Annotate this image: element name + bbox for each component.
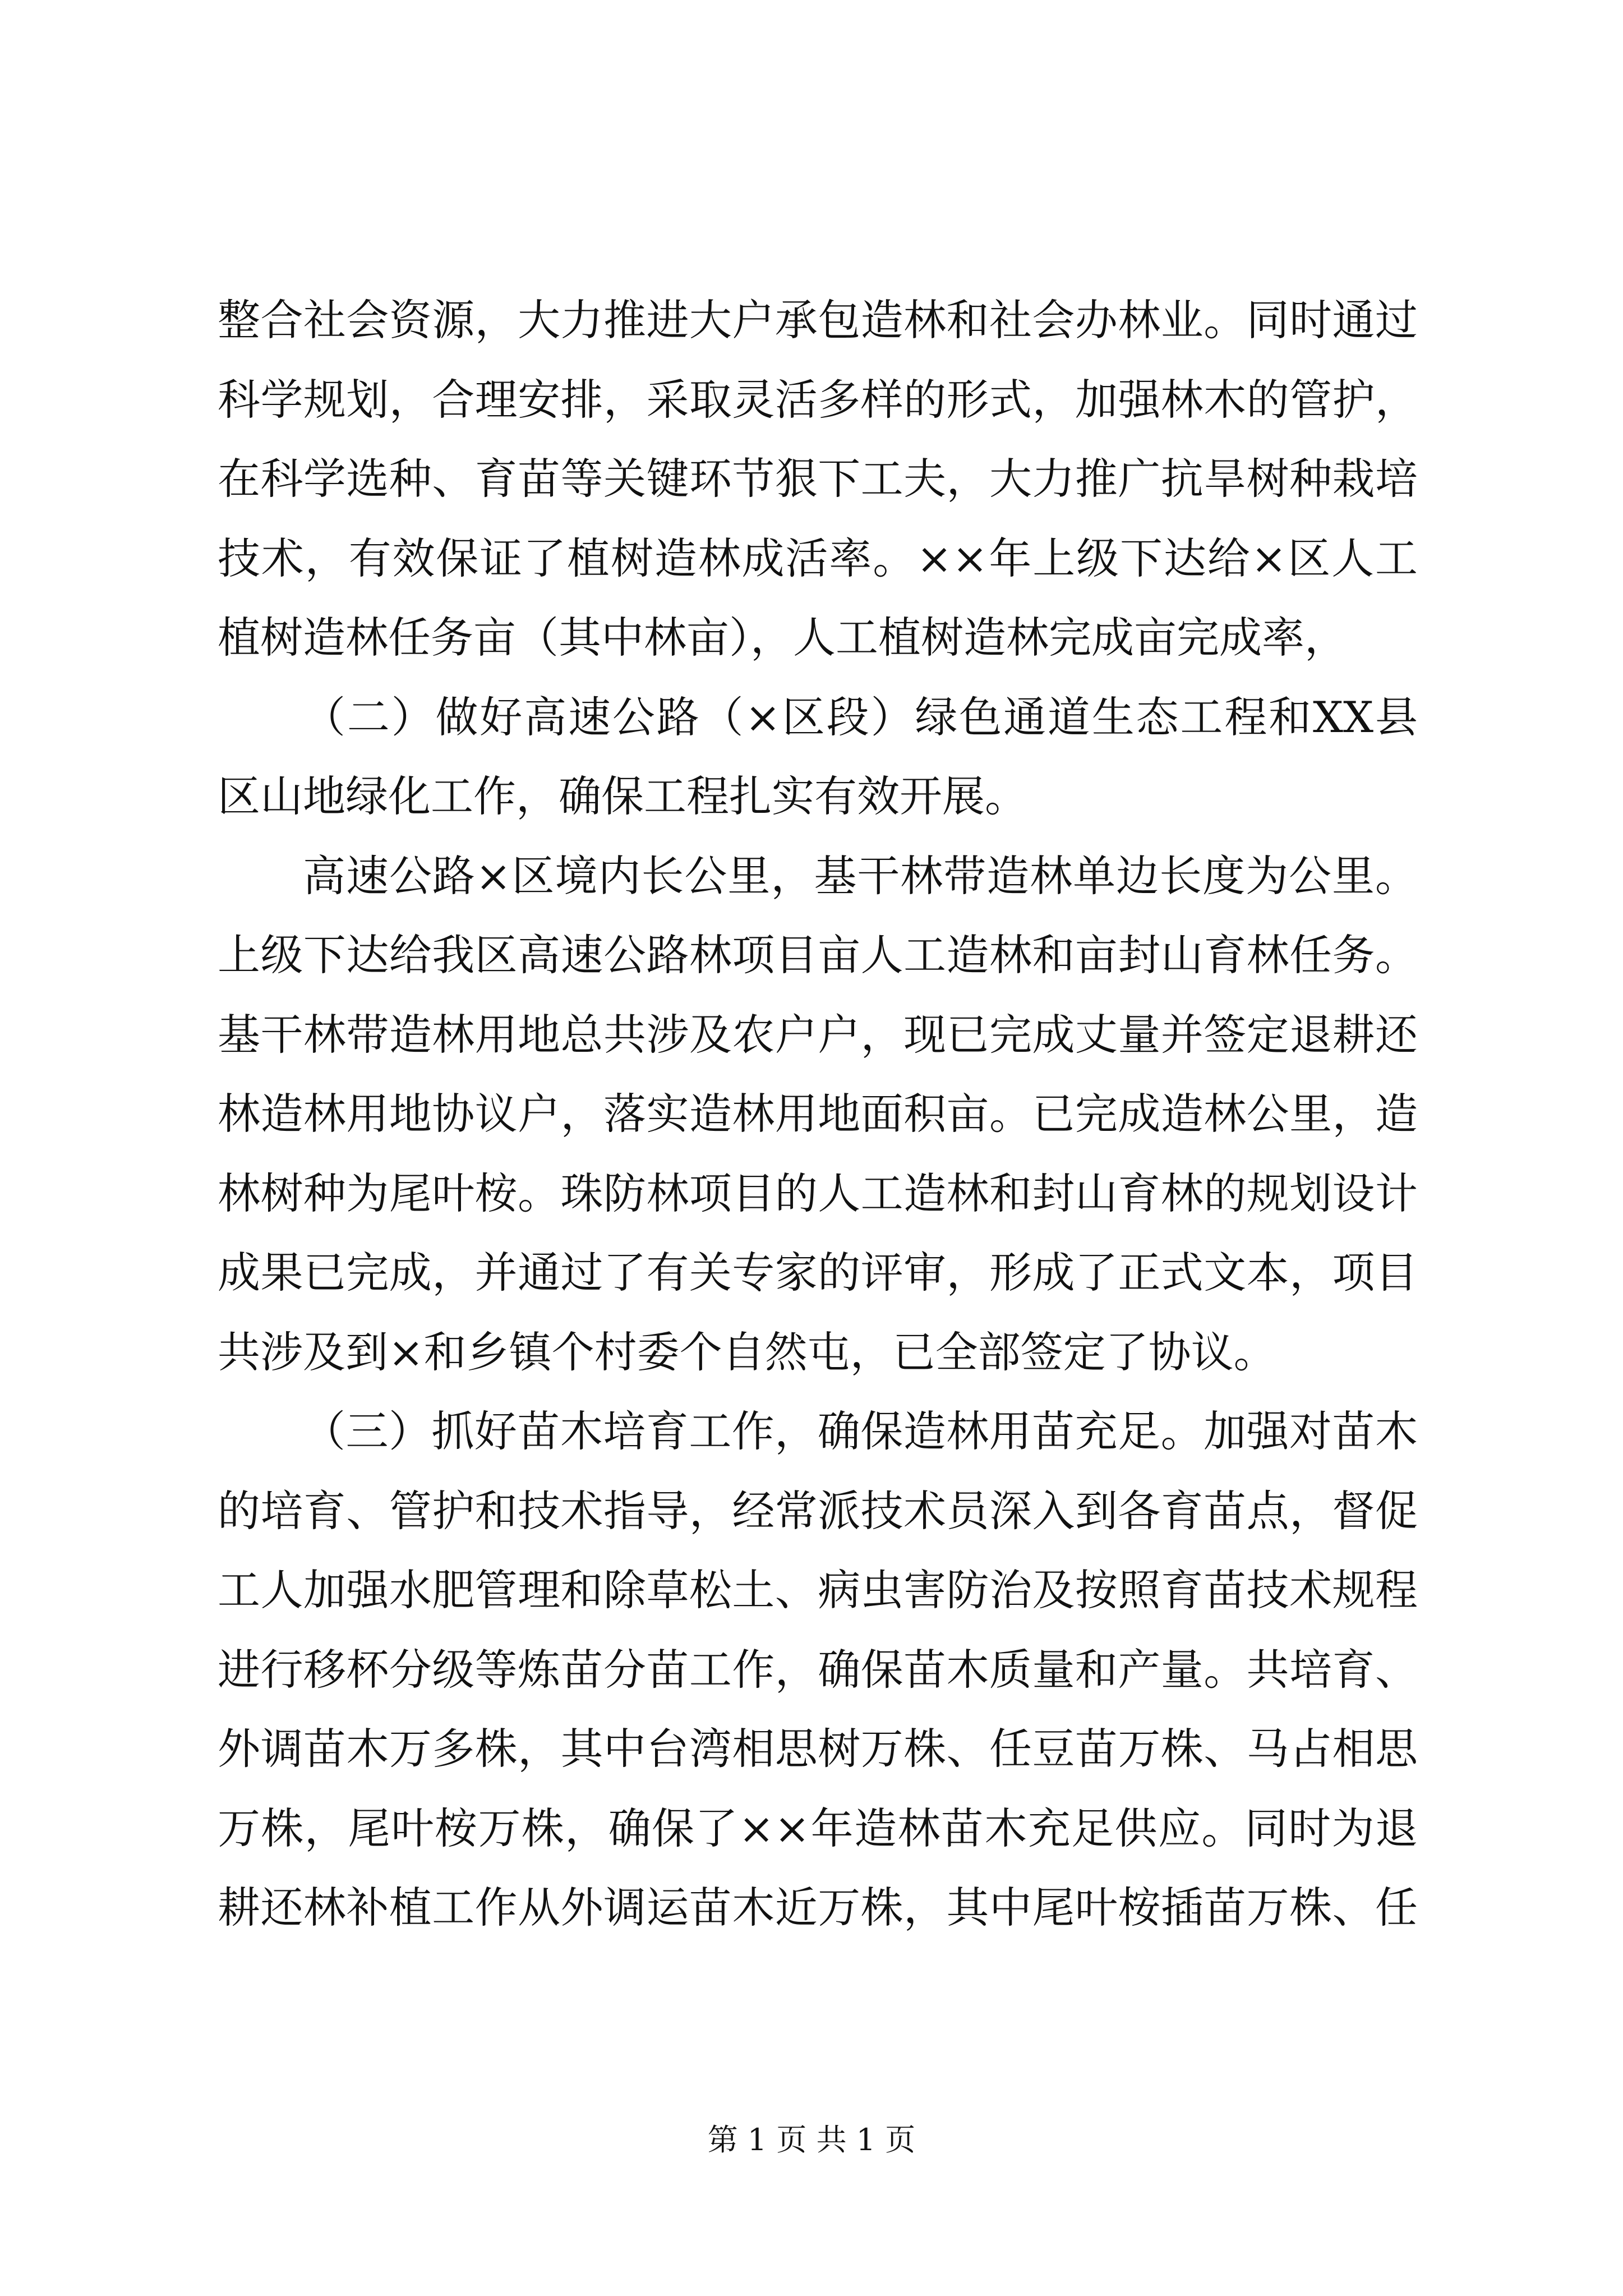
text-line: 基干林带造林用地总共涉及农户户，现已完成丈量并签定退耕还: [218, 1009, 1418, 1060]
text-line: 技术，有效保证了植树造林成活率。××年上级下达给×区人工: [218, 533, 1418, 583]
text-line: 进行移杯分级等炼苗分苗工作，确保苗木质量和产量。共培育、: [218, 1644, 1418, 1695]
text-line: 万株，尾叶桉万株，确保了××年造林苗木充足供应。同时为退: [218, 1803, 1418, 1853]
text-line: 共涉及到×和乡镇个村委个自然屯，已全部签定了协议。: [218, 1327, 1276, 1377]
body-text: [218, 280, 1418, 1948]
text-line: 科学规划，合理安排，采取灵活多样的形式，加强林木的管护，: [218, 374, 1418, 425]
page-footer: 第 1 页 共 1 页: [707, 2122, 916, 2157]
section-heading-line: 区山地绿化工作，确保工程扎实有效开展。: [218, 771, 1027, 821]
text-line: 林树种为尾叶桉。珠防林项目的人工造林和封山育林的规划设计: [218, 1168, 1418, 1218]
section-heading-line: （三）抓好苗木培育工作，确保造林用苗充足。加强对苗木: [303, 1406, 1418, 1456]
text-line: 外调苗木万多株，其中台湾相思树万株、任豆苗万株、马占相思: [218, 1724, 1418, 1774]
text-line: 林造林用地协议户，落实造林用地面积亩。已完成造林公里，造: [218, 1089, 1418, 1139]
text-line: 在科学选种、育苗等关键环节狠下工夫，大力推广抗旱树种栽培: [218, 454, 1418, 504]
text-line: 的培育、管护和技术指导，经常派技术员深入到各育苗点，督促: [218, 1485, 1418, 1536]
text-line: 植树造林任务亩（其中林亩），人工植树造林完成亩完成率，: [218, 613, 1347, 662]
text-line: 成果已完成，并通过了有关专家的评审，形成了正式文本，项目: [218, 1248, 1418, 1297]
text-line: 工人加强水肥管理和除草松土、病虫害防治及按照育苗技术规程: [218, 1565, 1418, 1615]
text-line: 整合社会资源，大力推进大户承包造林和社会办林业。同时通过: [218, 295, 1418, 345]
text-line: 高速公路×区境内长公里，基干林带造林单边长度为公里。: [303, 850, 1418, 901]
text-line: 耕还林补植工作从外调运苗木近万株，其中尾叶桉插苗万株、任: [218, 1883, 1418, 1932]
section-heading-line: （二）做好高速公路（×区段）绿色通道生态工程和XX县: [303, 692, 1418, 742]
text-line: 上级下达给我区高速公路林项目亩人工造林和亩封山育林任务。: [218, 930, 1418, 980]
